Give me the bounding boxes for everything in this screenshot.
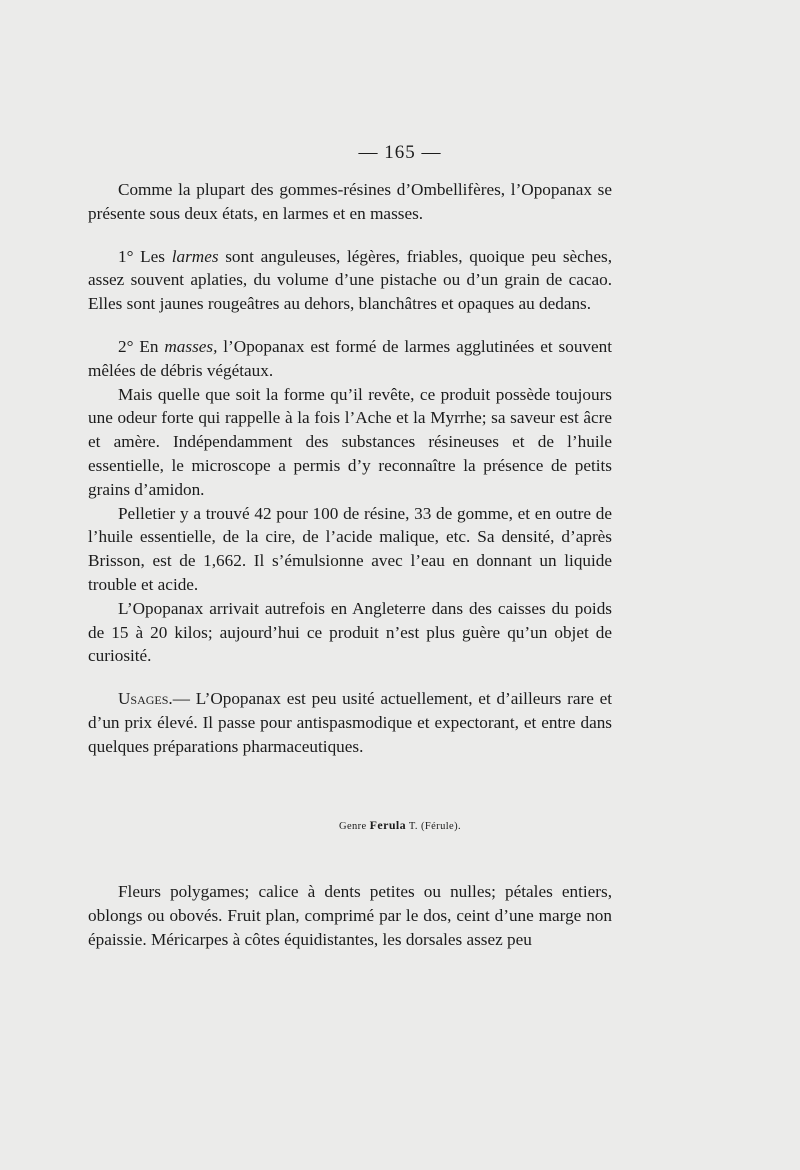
- usages-text: — L’Opopanax est peu usité actuellement, et d’ailleurs rare et d’un prix élevé. Il passe pour antispasmodique et expectorant, et entre dans quelques préparations pharmaceutiques.: [88, 689, 612, 756]
- masses-term: masses,: [164, 336, 218, 356]
- genus-name: Ferula: [369, 818, 407, 832]
- usages-label: Usages.: [118, 689, 173, 709]
- paragraph-fleurs: Fleurs polygames; calice à dents petites ou nulles; pétales entiers, oblongs ou obovés. Fruit plan, comprimé par le dos, ceint d’une marge non épaissie. Méricarpes à côtes équidistantes, les dorsales assez peu: [88, 882, 612, 949]
- paragraph-pelletier: Pelletier y a trouvé 42 pour 100 de résine, 33 de gomme, et en outre de l’huile essentielle, de la cire, de l’acide malique, etc. Sa densité, d’après Brisson, est de 1,662. Il s’émulsionne avec l’eau en donnant un liquide trouble et acide.: [88, 503, 612, 594]
- paragraph-odeur: Mais quelle que soit la forme qu’il revête, ce produit possède toujours une odeur forte qui rappelle à la fois l’Ache et la Myrrhe; sa saveur est âcre et amère. Indépendamment des substances résineuses et de l’huile essentielle, le microscope a permis d’y reconnaître la présence de petits grains d’amidon.: [88, 384, 612, 499]
- larmes-term: larmes: [171, 246, 219, 266]
- genus-description: [88, 880, 612, 951]
- paragraph-usages: [88, 687, 612, 758]
- genus-prefix: Genre: [338, 821, 367, 832]
- paragraph-masses: [88, 335, 612, 383]
- genus-suffix: T. (Férule).: [408, 821, 462, 832]
- paragraph-intro: Comme la plupart des gommes-résines d’Ombellifères, l’Opopanax se présente sous deux états, en larmes et en masses.: [88, 180, 612, 223]
- masses-lead: 2° En: [118, 336, 159, 356]
- paragraph-larmes: [88, 245, 612, 316]
- paragraph-angleterre: L’Opopanax arrivait autrefois en Angleterre dans des caisses du poids de 15 à 20 kilos; aujourd’hui ce produit n’est plus guère qu’un objet de curiosité.: [88, 598, 612, 666]
- genus-heading: [0, 818, 800, 833]
- larmes-text: sont anguleuses, légères, friables, quoique peu sèches, assez souvent aplaties, du volume d’une pistache ou d’un grain de cacao. Elles sont jaunes rougeâtres au dehors, blanchâtres et opaques au dedans.: [88, 246, 612, 314]
- main-text: [88, 178, 612, 759]
- page-number: — 165 —: [358, 142, 442, 163]
- masses-text: l’Opopanax est formé de larmes agglutinées et souvent mêlées de débris végétaux.: [88, 336, 613, 380]
- larmes-lead: 1° Les: [118, 246, 165, 266]
